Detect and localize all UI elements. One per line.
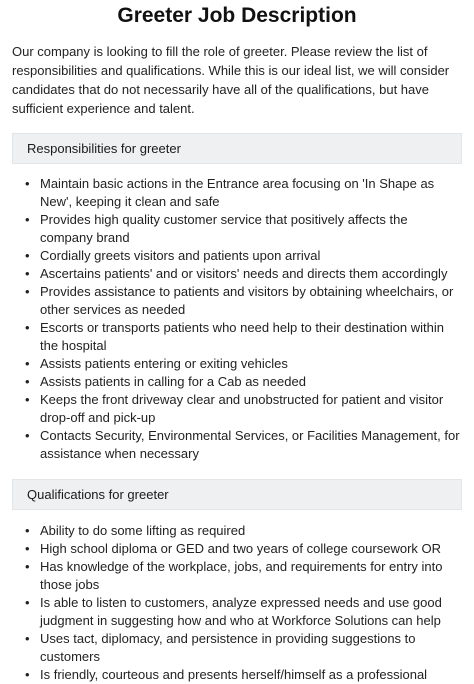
list-item xyxy=(24,522,462,540)
list-item-text: Provides assistance to patients and visitors by obtaining wheelchairs, or other services as needed xyxy=(40,284,454,317)
bullet-icon: • xyxy=(25,559,30,574)
list-item-text: Has knowledge of the workplace, jobs, and requirements for entry into those jobs xyxy=(40,559,443,592)
bullet-icon: • xyxy=(25,176,30,191)
list-item-text: Contacts Security, Environmental Services, or Facilities Management, for assistance when necessary xyxy=(40,428,460,461)
qualifications-heading: Qualifications for greeter xyxy=(27,487,169,502)
list-item xyxy=(24,265,462,283)
bullet-icon: • xyxy=(25,428,30,443)
bullet-icon: • xyxy=(25,374,30,389)
list-item-text: Is able to listen to customers, analyze expressed needs and use good judgment in suggesting how and who at Workforce Solutions can help xyxy=(40,595,442,628)
page-title: Greeter Job Description xyxy=(117,4,357,27)
list-item xyxy=(24,666,462,684)
list-item xyxy=(24,175,462,211)
bullet-icon: • xyxy=(25,541,30,556)
list-item xyxy=(24,540,462,558)
list-item xyxy=(24,373,462,391)
list-item xyxy=(24,283,462,319)
intro-paragraph: Our company is looking to fill the role of greeter. Please review the list of responsibilities and qualifications. While this is our ideal list, we will consider candidates that do not necessarily have all of the qualifications, but have sufficient experience and talent. xyxy=(12,44,450,116)
list-item-text: Provides high quality customer service that positively affects the company brand xyxy=(40,212,408,245)
bullet-icon: • xyxy=(25,266,30,281)
list-item-text: Keeps the front driveway clear and unobstructed for patient and visitor drop-off and pick-up xyxy=(40,392,444,425)
bullet-icon: • xyxy=(25,356,30,371)
list-item xyxy=(24,427,462,463)
list-item-text: Cordially greets visitors and patients upon arrival xyxy=(40,248,321,263)
bullet-icon: • xyxy=(25,595,30,610)
list-item-text: Maintain basic actions in the Entrance area focusing on 'In Shape as New', keeping it clean and safe xyxy=(40,176,435,209)
bullet-icon: • xyxy=(25,284,30,299)
qualifications-header xyxy=(12,479,462,510)
list-item xyxy=(24,558,462,594)
bullet-icon: • xyxy=(25,320,30,335)
list-item-text: Is friendly, courteous and presents herself/himself as a professional xyxy=(40,667,428,682)
bullet-icon: • xyxy=(25,392,30,407)
list-item xyxy=(24,319,462,355)
responsibilities-list xyxy=(12,175,462,463)
list-item-text: Ability to do some lifting as required xyxy=(40,523,246,538)
bullet-icon: • xyxy=(25,667,30,682)
list-item xyxy=(24,630,462,666)
list-item xyxy=(24,594,462,630)
bullet-icon: • xyxy=(25,212,30,227)
bullet-icon: • xyxy=(25,248,30,263)
list-item-text: High school diploma or GED and two years of college coursework OR xyxy=(40,541,442,556)
list-item xyxy=(24,355,462,373)
list-item xyxy=(24,391,462,427)
responsibilities-header xyxy=(12,133,462,164)
responsibilities-heading: Responsibilities for greeter xyxy=(27,141,181,156)
bullet-icon: • xyxy=(25,631,30,646)
list-item-text: Assists patients entering or exiting vehicles xyxy=(40,356,288,371)
list-item-text: Uses tact, diplomacy, and persistence in providing suggestions to customers xyxy=(40,631,416,664)
list-item xyxy=(24,211,462,247)
list-item-text: Ascertains patients' and or visitors' needs and directs them accordingly xyxy=(40,266,448,281)
bullet-icon: • xyxy=(25,523,30,538)
list-item-text: Escorts or transports patients who need help to their destination within the hospital xyxy=(40,320,444,353)
list-item-text: Assists patients in calling for a Cab as needed xyxy=(40,374,306,389)
list-item xyxy=(24,247,462,265)
